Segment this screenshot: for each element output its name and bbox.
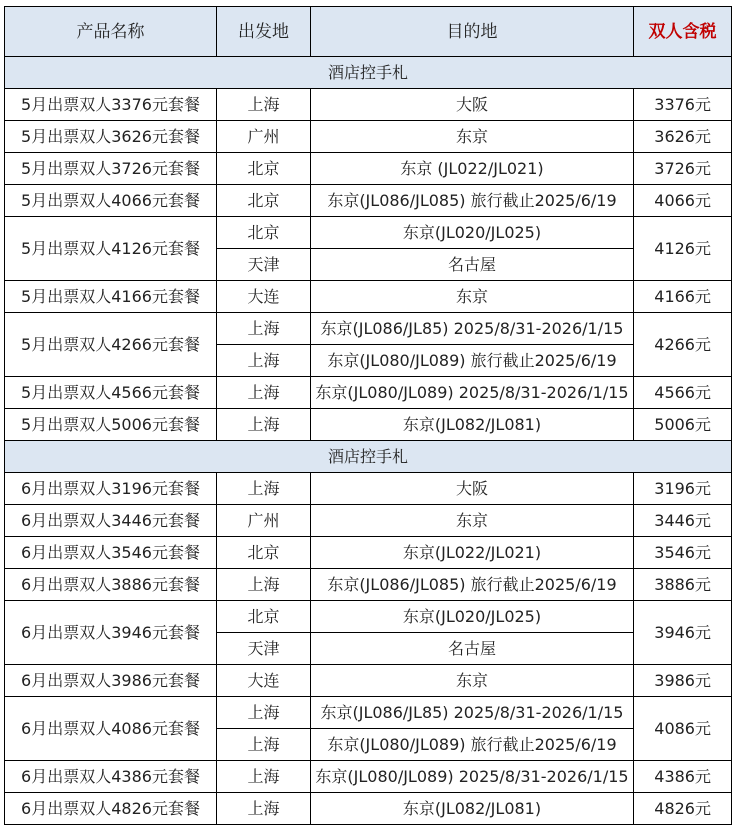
- destination-cell: 东京(JL086/JL085) 旅行截止2025/6/19: [311, 569, 634, 601]
- product-name-cell: 6月出票双人3446元套餐: [5, 505, 217, 537]
- product-name-cell: 5月出票双人3376元套餐: [5, 89, 217, 121]
- price-cell: 4126元: [634, 217, 732, 281]
- product-name-cell: 6月出票双人3986元套餐: [5, 665, 217, 697]
- departure-cell: 北京: [217, 217, 311, 249]
- destination-cell: 东京(JL080/JL089) 旅行截止2025/6/19: [311, 729, 634, 761]
- product-name-cell: 5月出票双人4166元套餐: [5, 281, 217, 313]
- departure-cell: 上海: [217, 313, 311, 345]
- departure-cell: 上海: [217, 729, 311, 761]
- table-row: [5, 217, 732, 249]
- departure-cell: 上海: [217, 793, 311, 825]
- destination-cell: 东京(JL022/JL021): [311, 537, 634, 569]
- departure-cell: 上海: [217, 697, 311, 729]
- price-cell: 4386元: [634, 761, 732, 793]
- price-cell: 3986元: [634, 665, 732, 697]
- destination-cell: 名古屋: [311, 249, 634, 281]
- destination-cell: 东京: [311, 665, 634, 697]
- destination-cell: 东京(JL080/JL089) 2025/8/31-2026/1/15: [311, 377, 634, 409]
- price-cell: 4826元: [634, 793, 732, 825]
- section-title: 酒店控手札: [5, 441, 732, 473]
- departure-cell: 北京: [217, 537, 311, 569]
- table-row: [5, 313, 732, 345]
- product-name-cell: 6月出票双人4086元套餐: [5, 697, 217, 761]
- price-cell: 4566元: [634, 377, 732, 409]
- departure-cell: 上海: [217, 569, 311, 601]
- price-cell: 4086元: [634, 697, 732, 761]
- header-row: [5, 7, 732, 57]
- destination-cell: 东京(JL082/JL081): [311, 409, 634, 441]
- product-name-cell: 5月出票双人3726元套餐: [5, 153, 217, 185]
- destination-cell: 东京(JL082/JL081): [311, 793, 634, 825]
- table-row: [5, 697, 732, 729]
- price-cell: 3946元: [634, 601, 732, 665]
- destination-cell: 东京: [311, 121, 634, 153]
- destination-cell: 东京 (JL022/JL021): [311, 153, 634, 185]
- product-name-cell: 6月出票双人3946元套餐: [5, 601, 217, 665]
- table-row: [5, 89, 732, 121]
- section-row: [5, 441, 732, 473]
- destination-cell: 东京(JL086/JL85) 2025/8/31-2026/1/15: [311, 697, 634, 729]
- destination-cell: 东京(JL086/JL85) 2025/8/31-2026/1/15: [311, 313, 634, 345]
- departure-cell: 上海: [217, 345, 311, 377]
- destination-cell: 东京(JL080/JL089) 2025/8/31-2026/1/15: [311, 761, 634, 793]
- departure-cell: 大连: [217, 281, 311, 313]
- departure-cell: 北京: [217, 153, 311, 185]
- destination-cell: 大阪: [311, 473, 634, 505]
- price-cell: 3376元: [634, 89, 732, 121]
- table-row: [5, 537, 732, 569]
- table-row: [5, 153, 732, 185]
- product-name-cell: 6月出票双人3196元套餐: [5, 473, 217, 505]
- departure-cell: 北京: [217, 601, 311, 633]
- destination-cell: 东京(JL086/JL085) 旅行截止2025/6/19: [311, 185, 634, 217]
- product-name-cell: 5月出票双人4566元套餐: [5, 377, 217, 409]
- destination-cell: 大阪: [311, 89, 634, 121]
- table-row: [5, 121, 732, 153]
- destination-cell: 东京: [311, 281, 634, 313]
- header-destination: 目的地: [311, 7, 634, 57]
- table-row: [5, 473, 732, 505]
- price-cell: 3726元: [634, 153, 732, 185]
- table-row: [5, 185, 732, 217]
- departure-cell: 上海: [217, 377, 311, 409]
- section-title: 酒店控手札: [5, 57, 732, 89]
- price-cell: 3196元: [634, 473, 732, 505]
- price-cell: 3626元: [634, 121, 732, 153]
- table-body: [5, 57, 732, 825]
- table-row: [5, 377, 732, 409]
- price-cell: 3446元: [634, 505, 732, 537]
- departure-cell: 北京: [217, 185, 311, 217]
- price-cell: 4166元: [634, 281, 732, 313]
- departure-cell: 上海: [217, 761, 311, 793]
- product-name-cell: 5月出票双人4266元套餐: [5, 313, 217, 377]
- departure-cell: 上海: [217, 409, 311, 441]
- destination-cell: 名古屋: [311, 633, 634, 665]
- header-price: 双人含税: [634, 7, 732, 57]
- destination-cell: 东京(JL080/JL089) 旅行截止2025/6/19: [311, 345, 634, 377]
- price-cell: 5006元: [634, 409, 732, 441]
- price-cell: 3886元: [634, 569, 732, 601]
- product-name-cell: 5月出票双人4126元套餐: [5, 217, 217, 281]
- price-cell: 4266元: [634, 313, 732, 377]
- destination-cell: 东京(JL020/JL025): [311, 217, 634, 249]
- departure-cell: 上海: [217, 89, 311, 121]
- destination-cell: 东京(JL020/JL025): [311, 601, 634, 633]
- departure-cell: 天津: [217, 633, 311, 665]
- section-row: [5, 57, 732, 89]
- departure-cell: 天津: [217, 249, 311, 281]
- destination-cell: 东京: [311, 505, 634, 537]
- product-name-cell: 6月出票双人4826元套餐: [5, 793, 217, 825]
- table-row: [5, 281, 732, 313]
- product-name-cell: 5月出票双人5006元套餐: [5, 409, 217, 441]
- table-row: [5, 793, 732, 825]
- price-cell: 3546元: [634, 537, 732, 569]
- price-cell: 4066元: [634, 185, 732, 217]
- package-table: [4, 6, 732, 825]
- table-row: [5, 569, 732, 601]
- departure-cell: 广州: [217, 121, 311, 153]
- header-product-name: 产品名称: [5, 7, 217, 57]
- table-row: [5, 505, 732, 537]
- product-name-cell: 6月出票双人3886元套餐: [5, 569, 217, 601]
- table-row: [5, 761, 732, 793]
- departure-cell: 大连: [217, 665, 311, 697]
- product-name-cell: 5月出票双人3626元套餐: [5, 121, 217, 153]
- product-name-cell: 5月出票双人4066元套餐: [5, 185, 217, 217]
- product-name-cell: 6月出票双人4386元套餐: [5, 761, 217, 793]
- table-row: [5, 409, 732, 441]
- departure-cell: 上海: [217, 473, 311, 505]
- table-row: [5, 665, 732, 697]
- table-row: [5, 601, 732, 633]
- product-name-cell: 6月出票双人3546元套餐: [5, 537, 217, 569]
- header-departure: 出发地: [217, 7, 311, 57]
- departure-cell: 广州: [217, 505, 311, 537]
